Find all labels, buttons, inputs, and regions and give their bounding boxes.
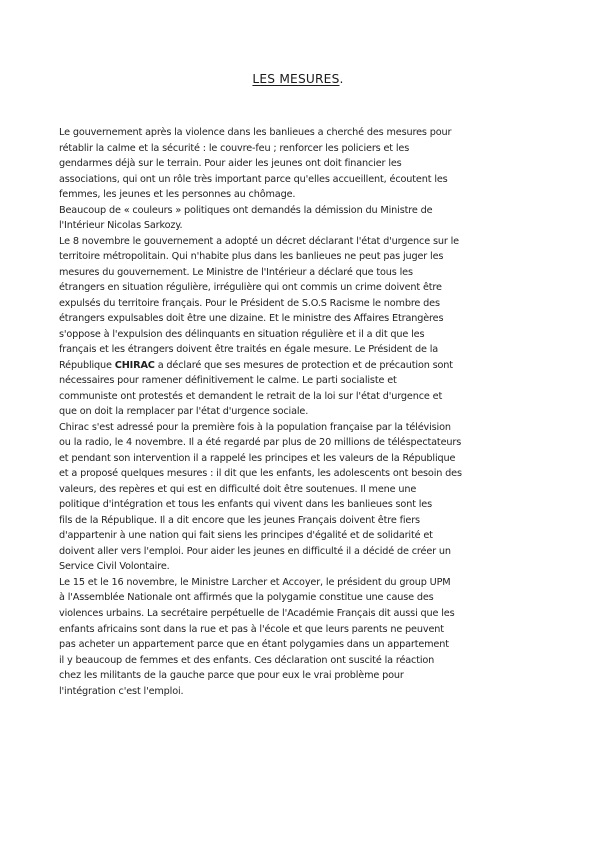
text-line: s'oppose à l'expulsion des délinquants en situation régulière et il a dit que les bbox=[59, 328, 425, 340]
text-line: valeurs, des repères et qui est en difficulté doit être soutenues. Il mene une bbox=[59, 483, 417, 495]
text-line: femmes, les jeunes et les personnes au chômage. bbox=[59, 189, 296, 201]
text-line: il y beaucoup de femmes et des enfants. Ces déclaration ont suscité la réaction bbox=[59, 654, 435, 666]
title-period: . bbox=[339, 72, 344, 86]
text-line: territoire métropolitain. Qui n'habite plus dans les banlieues ne peut pas juger les bbox=[59, 251, 444, 263]
text-line: chez les militants de la gauche parce que pour eux le vrai problème pour bbox=[59, 670, 404, 682]
text-line: enfants africains sont dans la rue et pas à l'école et que leurs parents ne peuvent bbox=[59, 623, 444, 635]
text-segment: République bbox=[59, 359, 115, 371]
text-line: nécessaires pour ramener définitivement le calme. Le parti socialiste et bbox=[59, 375, 397, 387]
text-line: à l'Assemblée Nationale ont affirmés que la polygamie constitue une cause des bbox=[59, 592, 434, 604]
text-line: Beaucoup de « couleurs » politiques ont demandés la démission du Ministre de bbox=[59, 204, 433, 216]
text-line: Le 8 novembre le gouvernement a adopté un décret déclarant l'état d'urgence sur le bbox=[59, 235, 459, 247]
text-line: étrangers en situation régulière, irrégulière qui ont commis un crime doivent être bbox=[59, 282, 442, 294]
text-line: l'intégration c'est l'emploi. bbox=[59, 685, 184, 697]
text-line: politique d'intégration et tous les enfants qui vivent dans les banlieues sont les bbox=[59, 499, 433, 511]
title-text: LES MESURES bbox=[252, 72, 340, 86]
text-line: rétablir la calme et la sécurité : le couvre-feu ; renforcer les policiers et les bbox=[59, 142, 410, 154]
name-chirac: CHIRAC bbox=[114, 359, 155, 371]
text-line: Service Civil Volontaire. bbox=[59, 561, 170, 573]
text-line: mesures du gouvernement. Le Ministre de l'Intérieur a déclaré que tous les bbox=[59, 266, 413, 278]
text-line: français et les étrangers doivent être traités en égale mesure. Le Président de la bbox=[59, 344, 439, 356]
text-line: doivent aller vers l'emploi. Pour aider les jeunes en difficulté il a décidé de créer un bbox=[59, 545, 451, 557]
text-segment: a déclaré que ses mesures de protection et de précaution sont bbox=[154, 359, 453, 371]
text-line: pas acheter un appartement parce que en étant polygamies dans un appartement bbox=[59, 639, 449, 651]
text-line: étrangers expulsables doit être une dizaine. Et le ministre des Affaires Etrangères bbox=[59, 313, 444, 325]
text-line: fils de la République. Il a dit encore que les jeunes Français doivent être fiers bbox=[59, 514, 420, 526]
text-line: Le 15 et le 16 novembre, le Ministre Larcher et Accoyer, le président du group UPM bbox=[59, 576, 451, 588]
text-line: gendarmes déjà sur le terrain. Pour aider les jeunes ont doit financier les bbox=[59, 158, 402, 170]
text-line: associations, qui ont un rôle très important parce qu'elles accueillent, écoutent les bbox=[59, 173, 448, 185]
text-line: que on doit la remplacer par l'état d'urgence sociale. bbox=[59, 406, 309, 418]
text-line: expulsés du territoire français. Pour le Président de S.O.S Racisme le nombre des bbox=[59, 297, 440, 309]
text-line: Chirac s'est adressé pour la première fois à la population française par la télévision bbox=[59, 421, 451, 433]
text-line: Le gouvernement après la violence dans les banlieues a cherché des mesures pour bbox=[59, 127, 452, 138]
text-line: et pendant son intervention il a rappelé les principes et les valeurs de la République bbox=[59, 452, 456, 464]
text-line: l'Intérieur Nicolas Sarkozy. bbox=[59, 220, 183, 232]
document-title bbox=[0, 72, 596, 86]
text-line: et a proposé quelques mesures : il dit que les enfants, les adolescents ont besoin des bbox=[59, 468, 462, 480]
text-line: ou la radio, le 4 novembre. Il a été regardé par plus de 20 millions de téléspectateurs bbox=[59, 437, 462, 449]
text-line: d'appartenir à une nation qui fait siens les principes d'égalité et de solidarité et bbox=[59, 530, 433, 542]
text-line: communiste ont protestés et demandent le retrait de la loi sur l'état d'urgence et bbox=[59, 390, 443, 402]
document-body bbox=[59, 125, 549, 699]
text-line: violences urbains. La secrétaire perpétuelle de l'Académie Français dit aussi que les bbox=[59, 607, 455, 619]
text-line bbox=[59, 358, 549, 374]
